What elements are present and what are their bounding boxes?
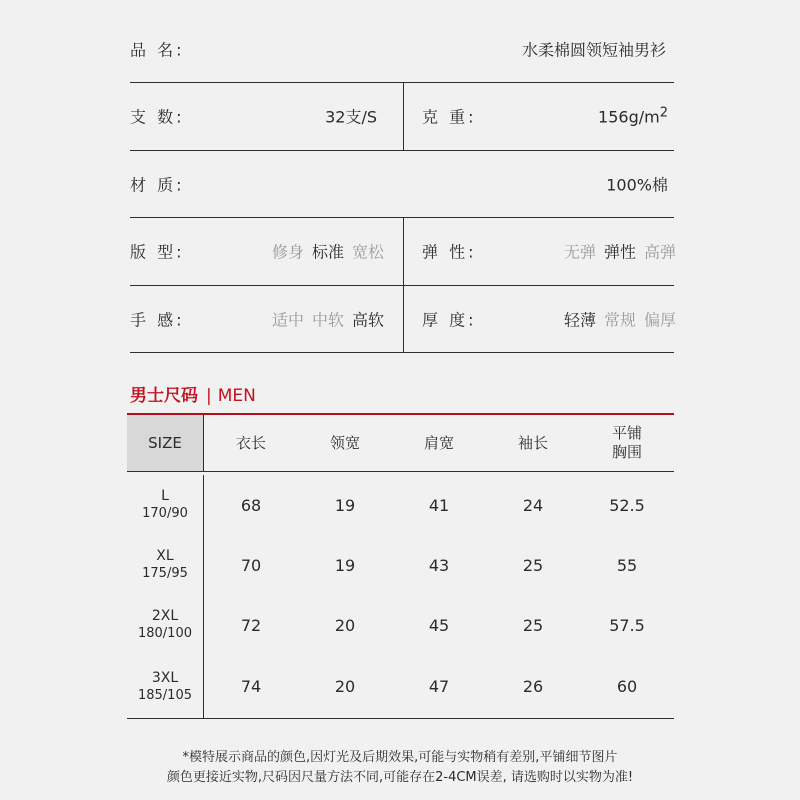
cell-sleeve: 26: [522, 677, 544, 696]
spec-row-yarn-weight: [130, 83, 674, 151]
feel-option-soft: 中软: [311, 310, 344, 330]
cell-chest: 60: [616, 677, 638, 696]
spec-row-name: [130, 16, 674, 83]
spec-row-feel-thickness: [130, 286, 674, 354]
header-shoulder-width: 肩宽: [423, 433, 454, 452]
size-chart-title: [130, 381, 256, 406]
cell-sleeve: 25: [522, 555, 544, 575]
cell-shoulder: 47: [428, 677, 450, 696]
header-length: 衣长: [235, 433, 266, 452]
weight-value: [598, 106, 668, 127]
spec-row-fit-stretch: [130, 218, 674, 286]
size-code: L: [161, 488, 169, 504]
stretch-options: [564, 240, 676, 263]
cell-collar: 20: [334, 615, 356, 635]
stretch-option-stretch: 弹性: [603, 242, 636, 262]
cell-chest: 52.5: [609, 495, 645, 515]
header-collar-width: 领宽: [329, 433, 360, 452]
table-row: [127, 475, 674, 535]
size-chart-separator: |: [206, 386, 212, 406]
cell-length: 68: [240, 495, 262, 515]
thickness-option-thick: 偏厚: [643, 310, 676, 330]
thickness-label: 厚 度:: [422, 310, 477, 330]
header-size: SIZE: [127, 415, 204, 471]
cell-shoulder: 43: [428, 555, 450, 575]
cell-shoulder: 41: [428, 495, 450, 515]
stretch-option-none: 无弹: [563, 242, 596, 262]
size-cell: [127, 595, 204, 655]
table-row: [127, 655, 674, 718]
table-row: [127, 535, 674, 595]
cell-length: 74: [240, 677, 262, 696]
cell-collar: 19: [334, 555, 356, 575]
thickness-option-thin: 轻薄: [563, 310, 596, 330]
material-label: 材 质:: [130, 175, 185, 195]
thickness-options: [564, 307, 676, 330]
header-sleeve-length: 袖长: [517, 433, 548, 452]
size-measure: 180/100: [137, 626, 192, 641]
feel-label: 手 感:: [130, 310, 185, 330]
feel-option-medium: 适中: [271, 310, 304, 330]
size-code: 3XL: [151, 669, 179, 686]
size-table-body: [127, 475, 674, 719]
size-chart-title-cn: 男士尺码: [130, 386, 198, 406]
cell-sleeve: 25: [522, 615, 544, 635]
weight-cell: [403, 83, 674, 150]
stretch-cell: [403, 218, 674, 285]
header-chest-line1: 平铺: [611, 424, 642, 442]
size-cell: [127, 475, 204, 535]
feel-options: [272, 307, 384, 330]
cell-shoulder: 45: [428, 615, 450, 635]
yarn-cell: [130, 83, 404, 150]
feel-option-very-soft: 高软: [351, 310, 384, 330]
table-row: [127, 595, 674, 655]
thickness-option-regular: 常规: [603, 310, 636, 330]
size-code: XL: [156, 548, 174, 564]
material-value: 100%棉: [606, 175, 668, 195]
size-cell: [127, 655, 204, 718]
fit-option-slim: 修身: [271, 242, 304, 262]
cell-chest: 55: [616, 555, 638, 575]
size-measure: 185/105: [137, 687, 192, 703]
fit-option-loose: 宽松: [351, 242, 384, 262]
name-value: 水柔棉圆领短袖男衫: [521, 40, 666, 60]
disclaimer-line-2: 颜色更接近实物,尺码因尺量方法不同,可能存在2-4CM误差, 请选购时以实物为准!: [166, 770, 634, 785]
fit-cell: [130, 218, 404, 285]
yarn-label: 支 数:: [130, 107, 185, 127]
spec-row-material: [130, 151, 674, 219]
stretch-label: 弹 性:: [422, 242, 477, 262]
size-table-header: [127, 415, 674, 472]
cell-sleeve: 24: [522, 495, 544, 515]
cell-collar: 19: [334, 495, 356, 515]
cell-collar: 20: [334, 677, 356, 696]
thickness-cell: [403, 286, 674, 353]
stretch-option-high: 高弹: [643, 242, 676, 262]
header-chest: [580, 415, 674, 471]
size-cell: [127, 535, 204, 595]
weight-number: 156g/m: [598, 107, 660, 127]
size-table: [127, 415, 674, 719]
cell-chest: 57.5: [609, 615, 645, 635]
fit-option-standard: 标准: [311, 242, 344, 262]
weight-label: 克 重:: [422, 107, 477, 127]
fit-options: [272, 240, 384, 263]
header-chest-line2: 胸围: [611, 443, 642, 461]
size-chart-title-en: MEN: [217, 386, 256, 406]
spec-sheet: [130, 16, 674, 353]
weight-sup: 2: [659, 105, 668, 121]
name-label: 品 名:: [130, 40, 185, 60]
fit-label: 版 型:: [130, 242, 185, 262]
size-measure: 170/90: [142, 506, 188, 521]
yarn-value: 32支/S: [325, 107, 377, 127]
size-code: 2XL: [151, 608, 179, 624]
cell-length: 72: [240, 615, 262, 635]
size-measure: 175/95: [142, 566, 188, 581]
feel-cell: [130, 286, 404, 353]
disclaimer-line-1: *模特展示商品的颜色,因灯光及后期效果,可能与实物稍有差别,平铺细节图片: [182, 750, 618, 765]
cell-length: 70: [240, 555, 262, 575]
